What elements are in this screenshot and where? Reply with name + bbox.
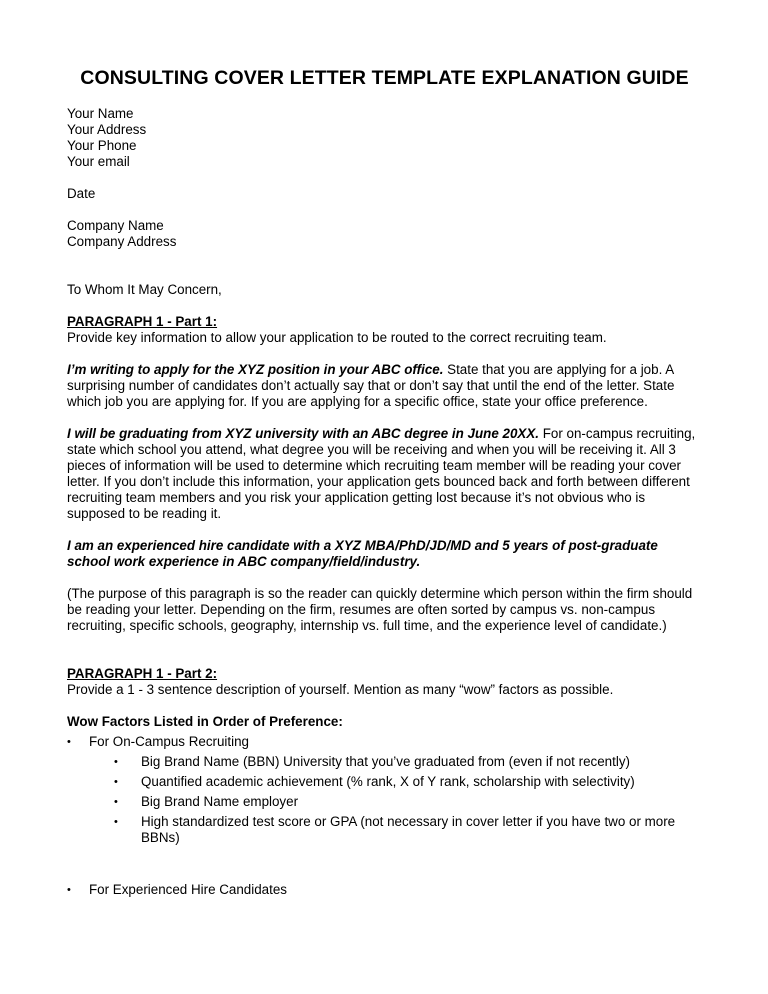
list-item	[114, 754, 702, 770]
list-item	[114, 814, 702, 846]
wow-group-label: For Experienced Hire Candidates	[89, 882, 287, 897]
wow-item: Big Brand Name employer	[141, 794, 299, 809]
wow-factors-list	[67, 734, 702, 846]
bullet-icon: •	[114, 776, 118, 788]
sender-phone: Your Phone	[67, 138, 137, 153]
p1-part1-item2	[67, 426, 702, 522]
p1-part1-item2-text: For on-campus recruiting, state which school you attend, what degree you will be receiving and when you will be receiving it. All 3 pieces of information will be used to determine which recruiting team member will be reading your cover letter. If you don’t include this information, your application gets bounced back and forth between different recruiting team members and you risk your application getting lost because it’s not obvious who is supposed to be reading it.	[67, 426, 696, 521]
bullet-icon: •	[114, 796, 118, 808]
p1-part2-header	[67, 666, 702, 698]
wow-factors	[67, 714, 702, 898]
wow-factors-heading: Wow Factors Listed in Order of Preference:	[67, 714, 343, 729]
page-title: CONSULTING COVER LETTER TEMPLATE EXPLANATION GUIDE	[80, 67, 689, 89]
spacer	[67, 850, 702, 882]
p1-part1-intro: Provide key information to allow your application to be routed to the correct recruiting team.	[67, 330, 607, 345]
date-block	[67, 186, 702, 202]
p1-part1-heading: PARAGRAPH 1 - Part 1:	[67, 314, 218, 329]
salutation: To Whom It May Concern,	[67, 282, 222, 297]
p1-part1-item1-bold: I’m writing to apply for the XYZ position in your ABC office.	[67, 362, 444, 377]
company-name: Company Name	[67, 218, 164, 233]
p1-part1-item1	[67, 362, 702, 410]
bullet-icon: •	[114, 756, 118, 768]
wow-item: High standardized test score or GPA (not necessary in cover letter if you have two or more BBNs)	[141, 814, 676, 845]
p1-part1-item2-bold: I will be graduating from XYZ university with an ABC degree in June 20XX.	[67, 426, 539, 441]
sender-name: Your Name	[67, 106, 134, 121]
wow-item: Quantified academic achievement (% rank, X of Y rank, scholarship with selectivity)	[141, 774, 635, 789]
p1-part1-note: (The purpose of this paragraph is so the reader can quickly determine which person within the firm should be reading your letter. Depending on the firm, resumes are often sorted by campus vs. non-campus recruiting, specific schools, geography, internship vs. full time, and the experience level of candidate.)	[67, 586, 693, 633]
sender-email: Your email	[67, 154, 130, 169]
wow-factors-list-continued	[67, 882, 702, 898]
wow-group-label: For On-Campus Recruiting	[89, 734, 249, 749]
list-item	[67, 734, 702, 846]
sender-info	[67, 106, 702, 170]
salutation-block	[67, 282, 702, 298]
list-item	[67, 882, 702, 898]
p1-part1-item1-text: State that you are applying for a job. A surprising number of candidates don’t actually say that or don’t say that until the end of the letter. State which job you are applying for. If you are applying for a specific office, state your office preference.	[67, 362, 675, 409]
wow-group-items	[89, 754, 702, 846]
p1-part1-header	[67, 314, 702, 346]
list-item	[114, 794, 702, 810]
recipient-info	[67, 218, 702, 250]
p1-part1-item3	[67, 538, 702, 570]
p1-part2-intro: Provide a 1 - 3 sentence description of yourself. Mention as many “wow” factors as possible.	[67, 682, 614, 697]
list-item	[114, 774, 702, 790]
bullet-icon: •	[114, 816, 118, 828]
company-address: Company Address	[67, 234, 177, 249]
bullet-icon: •	[67, 736, 71, 748]
p1-part1-item3-bold: I am an experienced hire candidate with a XYZ MBA/PhD/JD/MD and 5 years of post-graduate school work experience in ABC company/field/industry.	[67, 538, 658, 569]
p1-part2-heading: PARAGRAPH 1 - Part 2:	[67, 666, 218, 681]
wow-item: Big Brand Name (BBN) University that you’ve graduated from (even if not recently)	[141, 754, 630, 769]
date: Date	[67, 186, 96, 201]
sender-address: Your Address	[67, 122, 147, 137]
bullet-icon: •	[67, 884, 71, 896]
